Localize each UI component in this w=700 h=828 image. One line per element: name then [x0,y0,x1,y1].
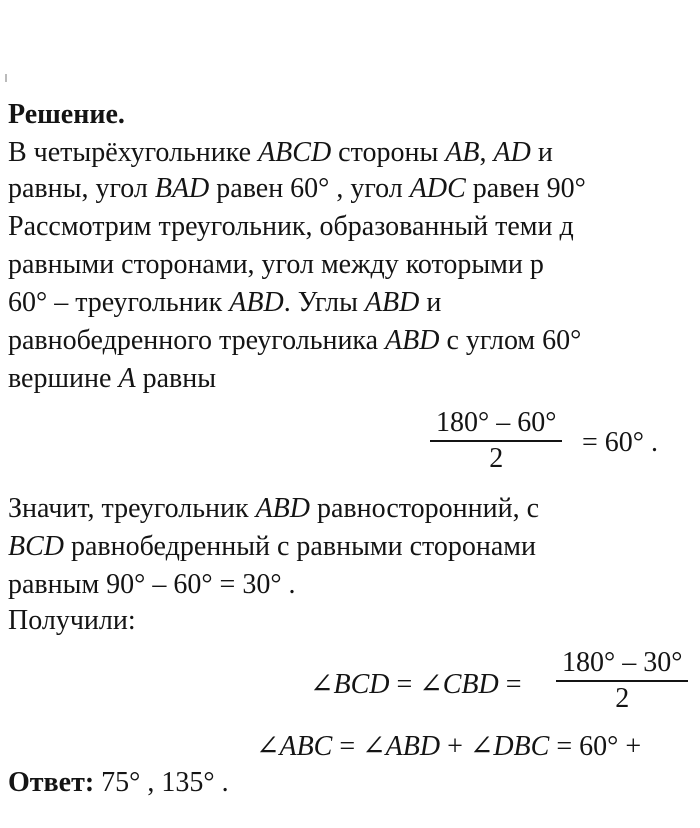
text-line-9 [8,530,536,564]
text: и [419,287,442,318]
text-line-11: Получили: [8,605,136,636]
var: BCD [333,669,390,700]
equation-1-numerator: 180° – 60° [430,406,562,442]
text-line-2 [8,172,586,206]
angle-symbol: ∠ [310,669,334,700]
text: равны, угол [8,173,155,204]
text: Значит, треугольник [8,493,256,524]
equation-1-fraction [430,406,562,476]
text: равнобедренный с равными сторонами [64,531,536,562]
text-line-8 [8,492,539,526]
equation-2-fraction [556,646,688,716]
text-line-3: Рассмотрим треугольник, образованный теми д [8,211,574,242]
text: = [332,731,363,762]
text-line-4: равными сторонами, угол между которыми р [8,249,544,280]
text: стороны [331,137,446,168]
var: AD [493,137,531,168]
text: + [440,731,470,762]
text: равносторонний, с [310,493,539,524]
text: 60° – треугольник [8,287,230,318]
scan-mark [5,74,7,82]
equation-2-lhs [310,668,522,702]
answer-value: 75° , 135° . [94,767,229,798]
angle-symbol: ∠ [362,731,386,762]
text: равны [135,363,217,394]
angle-symbol: ∠ [469,731,494,762]
equation-3 [256,730,641,764]
var: AB [445,137,480,168]
var: ABD [385,731,441,762]
var: ADC [409,173,466,204]
answer-label: Ответ: [8,767,95,798]
angle-symbol: ∠ [419,669,443,700]
text-line-5 [8,286,441,320]
text: В четырёхугольнике [8,137,259,168]
var: ABC [279,731,333,762]
var: DBC [493,731,550,762]
text: = [389,669,420,700]
text: равнобедренного треугольника [8,325,386,356]
text: . Углы [283,287,365,318]
var: ABCD [258,137,332,168]
var: ABD [255,493,310,524]
text-line-10: равным 90° – 60° = 30° . [8,569,296,600]
var: CBD [442,669,499,700]
text: и [530,137,553,168]
var: ABD [385,325,440,356]
text: равен 60° , угол [209,173,410,204]
text: = 60° + [549,731,642,762]
equation-1-denominator: 2 [489,443,504,474]
text: = [498,669,522,700]
equation-1-result: = 60° . [582,427,658,458]
var: BCD [8,531,64,562]
angle-symbol: ∠ [256,731,280,762]
text: с углом 60° [439,325,582,356]
solution-heading: Решение. [8,99,125,130]
equation-2-numerator: 180° – 30° [556,646,688,682]
var: ABD [229,287,284,318]
text: , [479,137,494,168]
text-line-7 [8,362,216,396]
text-line-1 [8,136,553,170]
text: равен 90° [465,173,586,204]
text: вершине [8,363,119,394]
var: ABD [364,287,420,318]
answer-line [8,766,229,800]
var: BAD [154,173,210,204]
var: A [118,363,136,394]
text-line-6 [8,324,581,358]
equation-2-denominator: 2 [615,683,630,714]
